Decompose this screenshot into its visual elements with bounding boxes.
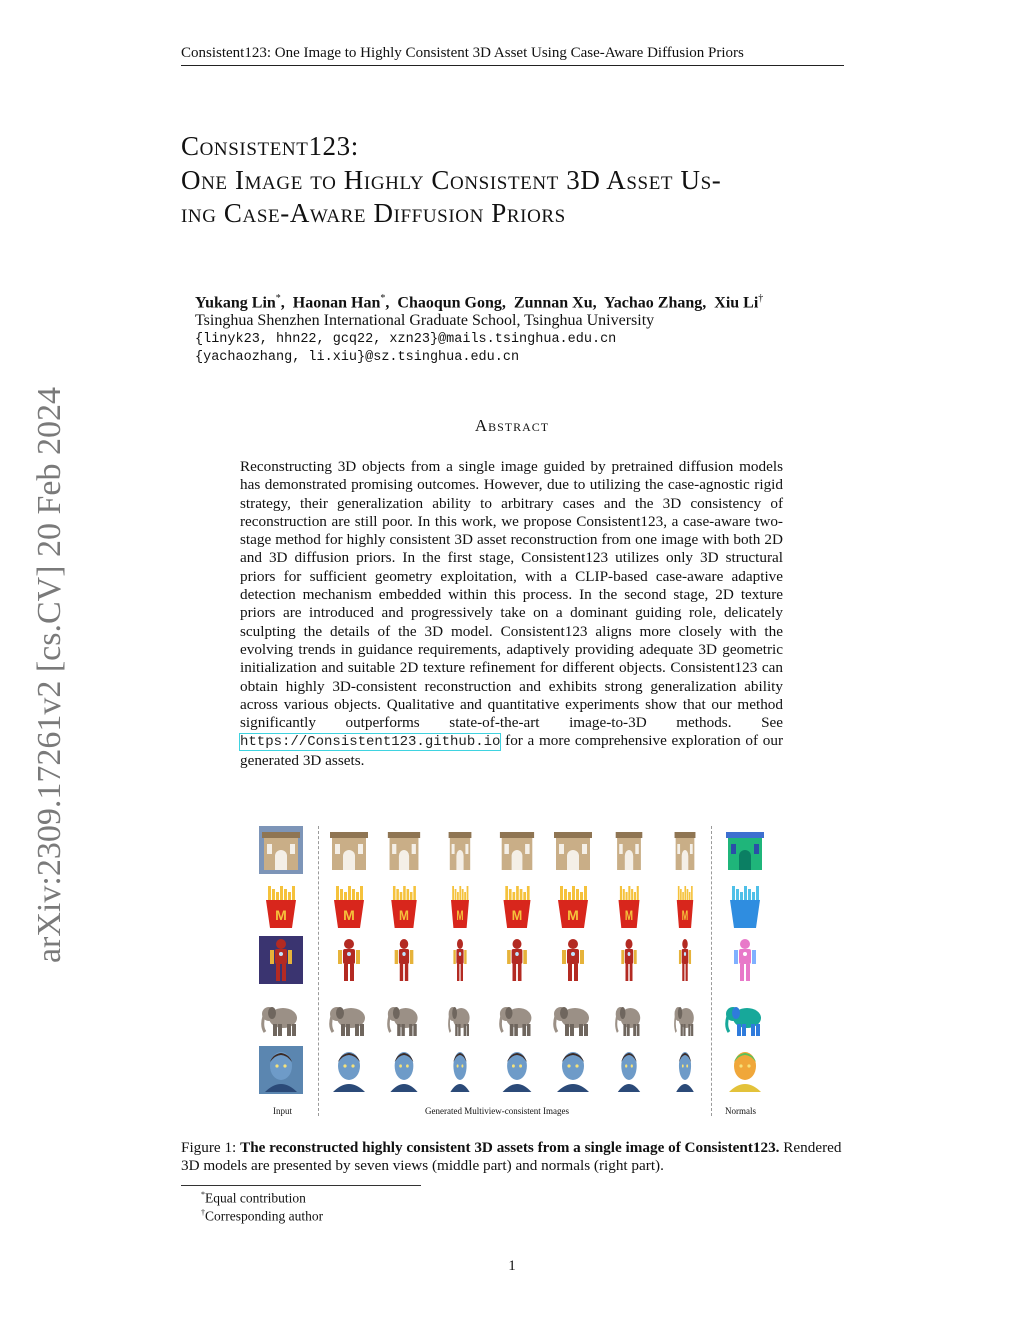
author-list (195, 293, 763, 312)
author-separator: , (385, 294, 398, 312)
figure-generated-view (495, 1046, 539, 1094)
figure-generated-view (382, 882, 426, 930)
arxiv-identifier: arXiv:2309.17261v2 [cs.CV] 20 Feb 2024 (31, 386, 68, 964)
figure-generated-view (551, 826, 595, 874)
figure-generated-view (607, 994, 651, 1042)
figure-normal-render (723, 1046, 767, 1094)
author-separator: , (592, 294, 605, 312)
figure-normal-render (723, 936, 767, 984)
author-separator: , (702, 294, 715, 312)
caption-rest: Rendered 3D models are presented by seven views (middle part) and normals (right part). (181, 1139, 842, 1175)
svg-text:M: M (681, 908, 689, 924)
abstract-text-part-1: Reconstructing 3D objects from a single image guided by pretrained diffusion models has demonstrated promising outcomes. However, due to utilizing the case-agnostic rigid strategy, their generalization ability to arbitrary cases and the 3D consistency of reconstruction are still poor. In this work, we propose Consistent123, a case-aware two-stage method for highly consistent 3D asset reconstruction from one image with both 2D and 3D diffusion priors. In the first stage, Consistent123 utilizes only 3D structural priors for sufficient geometry exploitation, with a CLIP-based case-aware adaptive detection mechanism embedded within this process. In the second stage, 2D texture priors are introduced and progressively take on a dominant guiding role, delicately sculpting the details of the 3D model. Consistent123 aligns more closely with the evolving trends in guidance requirements, adaptively providing adequate 3D geometric initialization and suitable 2D texture refinement for different objects. Consistent123 can obtain highly 3D-consistent reconstruction and exhibits strong generalization ability across various objects. Qualitative and quantitative experiments show that our method significantly outperforms state-of-the-art image-to-3D methods. See (240, 458, 783, 732)
author-name: Chaoqun Gong (397, 294, 502, 312)
author-name: Zunnan Xu (513, 294, 593, 312)
project-link[interactable]: https://Consistent123.github.io (240, 734, 501, 751)
author-name: Yukang Lin (195, 294, 276, 312)
caption-prefix: Figure 1: (181, 1139, 241, 1156)
figure-generated-view (438, 826, 482, 874)
svg-text:M: M (456, 909, 464, 924)
footnote-rule (181, 1185, 421, 1186)
figure-input-image (259, 936, 303, 984)
figure-generated-view (327, 1046, 371, 1094)
figure-generated-view (607, 1046, 651, 1094)
footnote-corresponding-author (201, 1208, 323, 1225)
author-separator: , (501, 294, 514, 312)
figure-input-image (259, 994, 303, 1042)
author-separator: , (280, 294, 293, 312)
figure-input-image (259, 826, 303, 874)
footnote-text-1: Equal contribution (205, 1190, 306, 1206)
paper-title-line-1: Consistent123: (181, 131, 359, 161)
figure-generated-view (382, 1046, 426, 1094)
figure-generated-view (663, 882, 707, 930)
footnote-mark-1: * (201, 1190, 205, 1199)
figure-input-image (259, 1046, 303, 1094)
figure-generated-view (607, 882, 651, 930)
figure-generated-view (607, 936, 651, 984)
figure-label-normals: Normals (725, 1106, 756, 1116)
abstract-text-part-2: for a more comprehensive exploration of our generated 3D assets. (240, 732, 783, 769)
figure-generated-view (382, 826, 426, 874)
figure-generated-view (607, 826, 651, 874)
figure-generated-view (495, 826, 539, 874)
figure-generated-view (382, 936, 426, 984)
svg-text:M: M (399, 907, 409, 924)
author-mark: * (380, 293, 386, 304)
figure-generated-view (551, 882, 595, 930)
figure-generated-view (327, 936, 371, 984)
figure-generated-view (438, 936, 482, 984)
figure-generated-view (551, 936, 595, 984)
figure-divider-right (711, 826, 712, 1116)
footnote-equal-contribution (201, 1190, 306, 1207)
caption-bold: The reconstructed highly consistent 3D assets from a single image of Consistent123. (240, 1139, 780, 1156)
figure-generated-view (327, 826, 371, 874)
figure-1 (255, 822, 775, 1122)
abstract-heading: Abstract (474, 416, 550, 435)
footnote-mark-2: † (201, 1208, 205, 1217)
figure-normal-render (723, 882, 767, 930)
svg-text:M: M (624, 907, 634, 924)
running-header: Consistent123: One Image to Highly Consistent 3D Asset Using Case-Aware Diffusion Priors (181, 45, 744, 61)
figure-label-input: Input (273, 1106, 292, 1116)
svg-text:M: M (275, 907, 287, 923)
figure-generated-view (551, 994, 595, 1042)
footnote-text-2: Corresponding author (205, 1208, 324, 1224)
figure-generated-view (438, 994, 482, 1042)
figure-generated-view (438, 1046, 482, 1094)
abstract-body (240, 458, 783, 770)
affiliation: Tsinghua Shenzhen International Graduate School, Tsinghua University (195, 312, 655, 329)
author-name: Yachao Zhang (604, 294, 703, 312)
figure-generated-view (495, 994, 539, 1042)
figure-caption (181, 1139, 845, 1176)
figure-generated-view (663, 994, 707, 1042)
figure-input-image (259, 882, 303, 930)
figure-generated-view (663, 936, 707, 984)
author-name: Xiu Li (714, 294, 759, 312)
figure-divider-left (318, 826, 319, 1116)
svg-text:M: M (343, 907, 355, 923)
author-mark: * (275, 293, 281, 304)
figure-generated-view (495, 936, 539, 984)
paper-title-line-2: One Image to Highly Consistent 3D Asset Us- (181, 165, 722, 195)
figure-normal-render (723, 826, 767, 874)
figure-generated-view (382, 994, 426, 1042)
author-name: Haonan Han (292, 294, 381, 312)
figure-generated-view (551, 1046, 595, 1094)
figure-generated-view (327, 994, 371, 1042)
figure-generated-view (663, 826, 707, 874)
email-line-1: {linyk23, hhn22, gcq22, xzn23}@mails.tsinghua.edu.cn (195, 332, 617, 347)
figure-generated-view (438, 882, 482, 930)
figure-generated-view (663, 1046, 707, 1094)
figure-generated-view (327, 882, 371, 930)
figure-label-generated: Generated Multiview-consistent Images (425, 1106, 569, 1116)
email-line-2: {yachaozhang, li.xiu}@sz.tsinghua.edu.cn (195, 350, 520, 365)
paper-title-line-3: ing Case-Aware Diffusion Priors (181, 198, 566, 228)
page-number: 1 (508, 1258, 516, 1274)
header-rule (181, 65, 844, 66)
figure-normal-render (723, 994, 767, 1042)
author-mark: † (758, 293, 764, 304)
figure-generated-view (495, 882, 539, 930)
svg-text:M: M (511, 907, 523, 924)
svg-text:M: M (567, 907, 579, 923)
